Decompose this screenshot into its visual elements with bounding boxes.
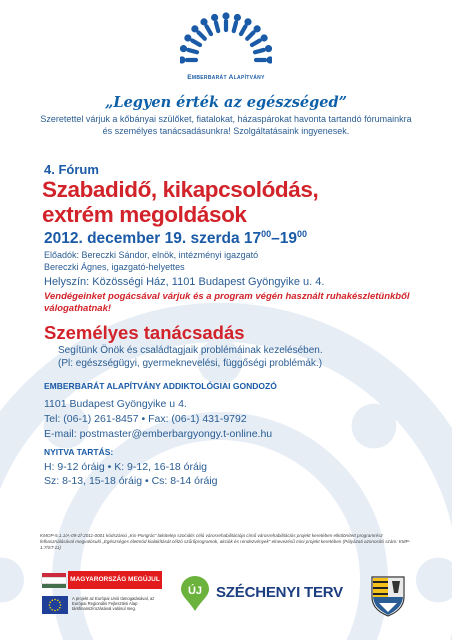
logo-figure-head xyxy=(180,45,187,52)
consultation-line-2: (Pl: egészségügyi, gyermeknevelési, függőségi problémák.) xyxy=(58,357,323,369)
forum-title xyxy=(42,177,432,227)
contact-phone: Tel: (06-1) 261-8457 • Fax: (06-1) 431-9792 xyxy=(44,413,247,425)
eu-star xyxy=(49,601,51,603)
opening-hours-heading: NYITVA TARTÁS: xyxy=(44,447,114,457)
szechenyi-pin-icon xyxy=(180,576,210,612)
logo-figure-body xyxy=(247,32,253,38)
forum-title-line-2: extrém megoldások xyxy=(42,202,247,227)
eu-flag-icon xyxy=(42,596,68,614)
presenters xyxy=(44,249,258,273)
eu-star xyxy=(59,607,61,609)
forum-title-line-1: Szabadidő, kikapcsolódás, xyxy=(42,177,319,202)
magyarorszag-megujul-logo xyxy=(42,571,162,590)
gondozo-heading: EMBERBARÁT ALAPÍTVÁNY ADDIKTOLÓGIAI GONDOZÓ xyxy=(44,381,277,391)
event-date xyxy=(44,229,307,248)
intro-text: Szeretettel várjuk a kőbányai szülőket, fiatalokat, házaspárokat havonta tartandó fórumainkra és személyes tanácsadásunkra! Szolgáltatásaink ingyenesek. xyxy=(40,114,412,137)
logo-center xyxy=(204,38,248,60)
logo-figure-body xyxy=(241,26,246,34)
event-date-text: 2012. december 19. szerda 17 xyxy=(44,230,262,248)
logo-figure-body xyxy=(198,32,204,38)
event-time-separator: –19 xyxy=(271,230,298,248)
eu-star xyxy=(54,599,56,601)
contact-block xyxy=(44,397,272,442)
eu-star xyxy=(60,604,62,606)
consultation-line-1: Segítünk Önök és családtagjaik problémáinak kezelésében. xyxy=(58,345,323,356)
opening-hours xyxy=(44,460,218,488)
logo-figure-head xyxy=(266,56,272,63)
contact-email[interactable]: E-mail: postmaster@emberbargyongy.t-online.hu xyxy=(44,428,273,440)
logo-figure-head xyxy=(180,56,186,63)
contact-address: 1101 Budapest Gyöngyike u 4. xyxy=(44,398,187,410)
logo-figure-body xyxy=(188,50,197,52)
eu-star xyxy=(54,610,56,612)
eu-star xyxy=(59,601,61,603)
szechenyi-icon-letters: ÚJ xyxy=(187,585,203,597)
szechenyi-terv-label: SZÉCHENYI TERV xyxy=(216,584,343,601)
event-time-end-minutes: 00 xyxy=(297,229,308,239)
consultation-title: Személyes tanácsadás xyxy=(44,322,245,343)
presenter-line-1: Előadók: Bereczki Sándor, elnök, intézményi igazgató xyxy=(44,250,259,260)
project-fineprint: KMOP-5.1.1/A-09-2f-2011-0001 kódszámú „Kis-Pongrác” lakótelep szociális célú városrehabilitációja című városrehabilitációs projekt keretében elkülönített programrész felhasználásával megvalósuló „Egészséges életmód kialakítását célzó szűrőprogramok, akciók és rendezvények” elnevezésű mini projekt keretében (Pályázati azonosító szám: KMP-1.7/ST-11) xyxy=(40,533,411,550)
logo-figure-head xyxy=(211,14,218,21)
invite-note: Vendégeinket pogácsával várjuk és a program végén használt ruhakészletünkből válogathatnak! xyxy=(44,291,410,314)
eu-star xyxy=(49,607,51,609)
eu-star xyxy=(57,609,59,611)
logo-org-name: Emberbarát Alapítvány xyxy=(187,74,265,81)
figures-circle-logo-icon xyxy=(180,8,272,68)
logo-figure-head xyxy=(222,12,229,19)
opening-hours-line-2: Sz: 8-13, 15-18 óráig • Cs: 8-14 óráig xyxy=(44,475,218,487)
logo-figure-body xyxy=(255,50,264,52)
kobanya-coat-of-arms-icon xyxy=(369,573,407,617)
event-time-start-minutes: 00 xyxy=(261,229,272,239)
tagline: „Legyen érték az egészséged” xyxy=(105,94,347,111)
logo-figure-body xyxy=(216,22,218,31)
eu-star xyxy=(49,604,51,606)
hungarian-flag-icon xyxy=(42,573,66,588)
consultation-text xyxy=(58,345,323,370)
logo-figure-body xyxy=(192,41,200,46)
eu-star xyxy=(51,599,53,601)
venue: Helyszín: Közösségi Ház, 1101 Budapest Gyöngyike u. 4. xyxy=(44,276,325,288)
logo-figure-body xyxy=(207,26,212,34)
logo-figure-body xyxy=(234,22,236,31)
eu-funding-logo xyxy=(42,596,162,614)
eu-star xyxy=(57,599,59,601)
forum-label: 4. Fórum xyxy=(44,162,99,177)
logo-figure-head xyxy=(234,14,241,21)
magyarorszag-megujul-badge: MAGYARORSZÁG MEGÚJUL xyxy=(68,571,162,589)
eu-funding-text: A projekt az Európai Unió támogatásával, az Európai Regionális Fejlesztési Alap társfinanszírozásával valósul meg. xyxy=(72,596,155,611)
logo-figure-body xyxy=(252,41,260,46)
eu-star xyxy=(51,609,53,611)
logo-figure-head xyxy=(265,45,272,52)
emberbarat-logo xyxy=(176,8,276,81)
presenter-line-2: Bereczki Ágnes, igazgató-helyettes xyxy=(44,262,185,272)
opening-hours-line-1: H: 9-12 óráig • K: 9-12, 16-18 óráig xyxy=(44,461,208,473)
